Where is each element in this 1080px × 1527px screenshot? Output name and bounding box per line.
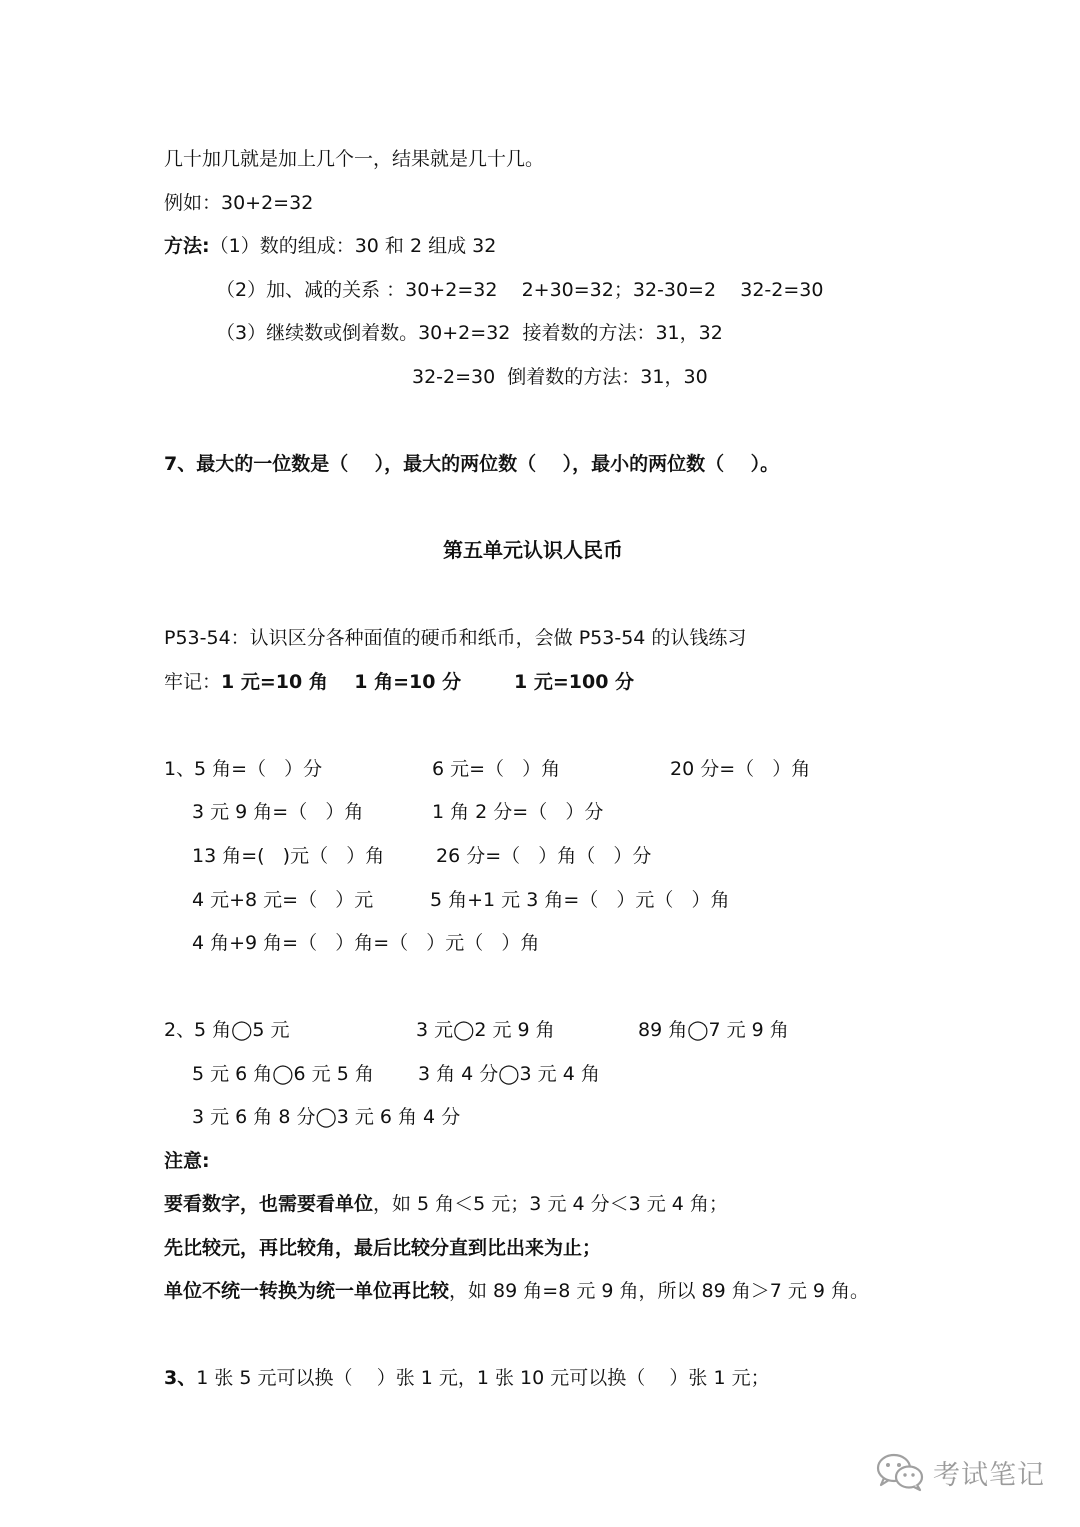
q2-item: 5 角◯5 元: [194, 1019, 290, 1041]
note-3: [164, 1278, 869, 1304]
q1-item: 1 角 2 分=（ ）分: [432, 801, 604, 823]
q3-number: 3、: [164, 1367, 197, 1389]
question-3: [164, 1365, 770, 1391]
method-label: 方法:: [164, 235, 210, 257]
q1-item: 13 角=( )元（ ）角: [192, 845, 385, 867]
method-line-3: （3）继续数或倒着数。30+2=32 接着数的方法：31，32: [216, 322, 723, 344]
addition-rule: 几十加几就是加上几个一，结果就是几十几。: [164, 148, 545, 170]
watermark: [875, 1452, 1045, 1492]
q1-item: 5 角=（ ）分: [194, 758, 323, 780]
example-line: 例如：30+2=32: [164, 192, 314, 214]
note-1: [164, 1191, 728, 1217]
note-1-emphasis: 要看数字，也需要看单位: [164, 1193, 374, 1215]
unit-5-intro: P53-54：认识区分各种面值的硬币和纸币，会做 P53-54 的认钱练习: [164, 627, 747, 649]
q1-item: 3 元 9 角=（ ）角: [192, 801, 364, 823]
q3-text: 1 张 5 元可以换（ ）张 1 元，1 张 10 元可以换（ ）张 1 元；: [196, 1367, 770, 1389]
q1-item: 5 角+1 元 3 角=（ ）元（ ）角: [430, 889, 730, 911]
note-1-rest: ，如 5 角＜5 元；3 元 4 分＜3 元 4 角；: [373, 1193, 728, 1215]
q1-item: 20 分=（ ）角: [670, 758, 811, 780]
note-3-emphasis: 单位不统一转换为统一单位再比较: [164, 1280, 450, 1302]
q2-item: 3 元◯2 元 9 角: [416, 1019, 555, 1041]
method-1-text: （1）数的组成：30 和 2 组成 32: [209, 235, 497, 257]
q1-number: 1、: [164, 758, 196, 780]
wechat-icon: [875, 1452, 927, 1492]
method-line-2: （2）加、减的关系 ：30+2=32 2+30=32；32-30=2 32-2=30: [216, 279, 824, 301]
method-line-3b: 32-2=30 倒着数的方法：31，30: [412, 366, 708, 388]
remember-value: 1 元=10 角 1 角=10 分 1 元=100 分: [221, 671, 635, 693]
q1-item: 4 元+8 元=（ ）元: [192, 889, 374, 911]
note-2: 先比较元，再比较角，最后比较分直到比出来为止；: [164, 1237, 602, 1259]
watermark-text: 考试笔记: [933, 1459, 1045, 1491]
q2-item: 3 元 6 角 8 分◯3 元 6 角 4 分: [192, 1106, 461, 1128]
question-7: 7、最大的一位数是（ ），最大的两位数（ ），最小的两位数（ ）。: [164, 453, 780, 475]
note-3-rest: ，如 89 角=8 元 9 角，所以 89 角＞7 元 9 角。: [449, 1280, 870, 1302]
q2-item: 5 元 6 角◯6 元 5 角: [192, 1063, 374, 1085]
remember-label: 牢记：: [164, 671, 222, 693]
note-label: 注意:: [164, 1150, 210, 1172]
q2-item: 3 角 4 分◯3 元 4 角: [418, 1063, 600, 1085]
q1-item: 26 分=（ ）角（ ）分: [436, 845, 652, 867]
method-line-1: [164, 233, 496, 259]
q1-item: 6 元=（ ）角: [432, 758, 561, 780]
remember-line: [164, 669, 634, 695]
q2-number: 2、: [164, 1019, 196, 1041]
unit-5-title: 第五单元认识人民币: [443, 538, 623, 562]
q2-item: 89 角◯7 元 9 角: [638, 1019, 789, 1041]
q1-item: 4 角+9 角=（ ）角=（ ）元（ ）角: [192, 932, 540, 954]
